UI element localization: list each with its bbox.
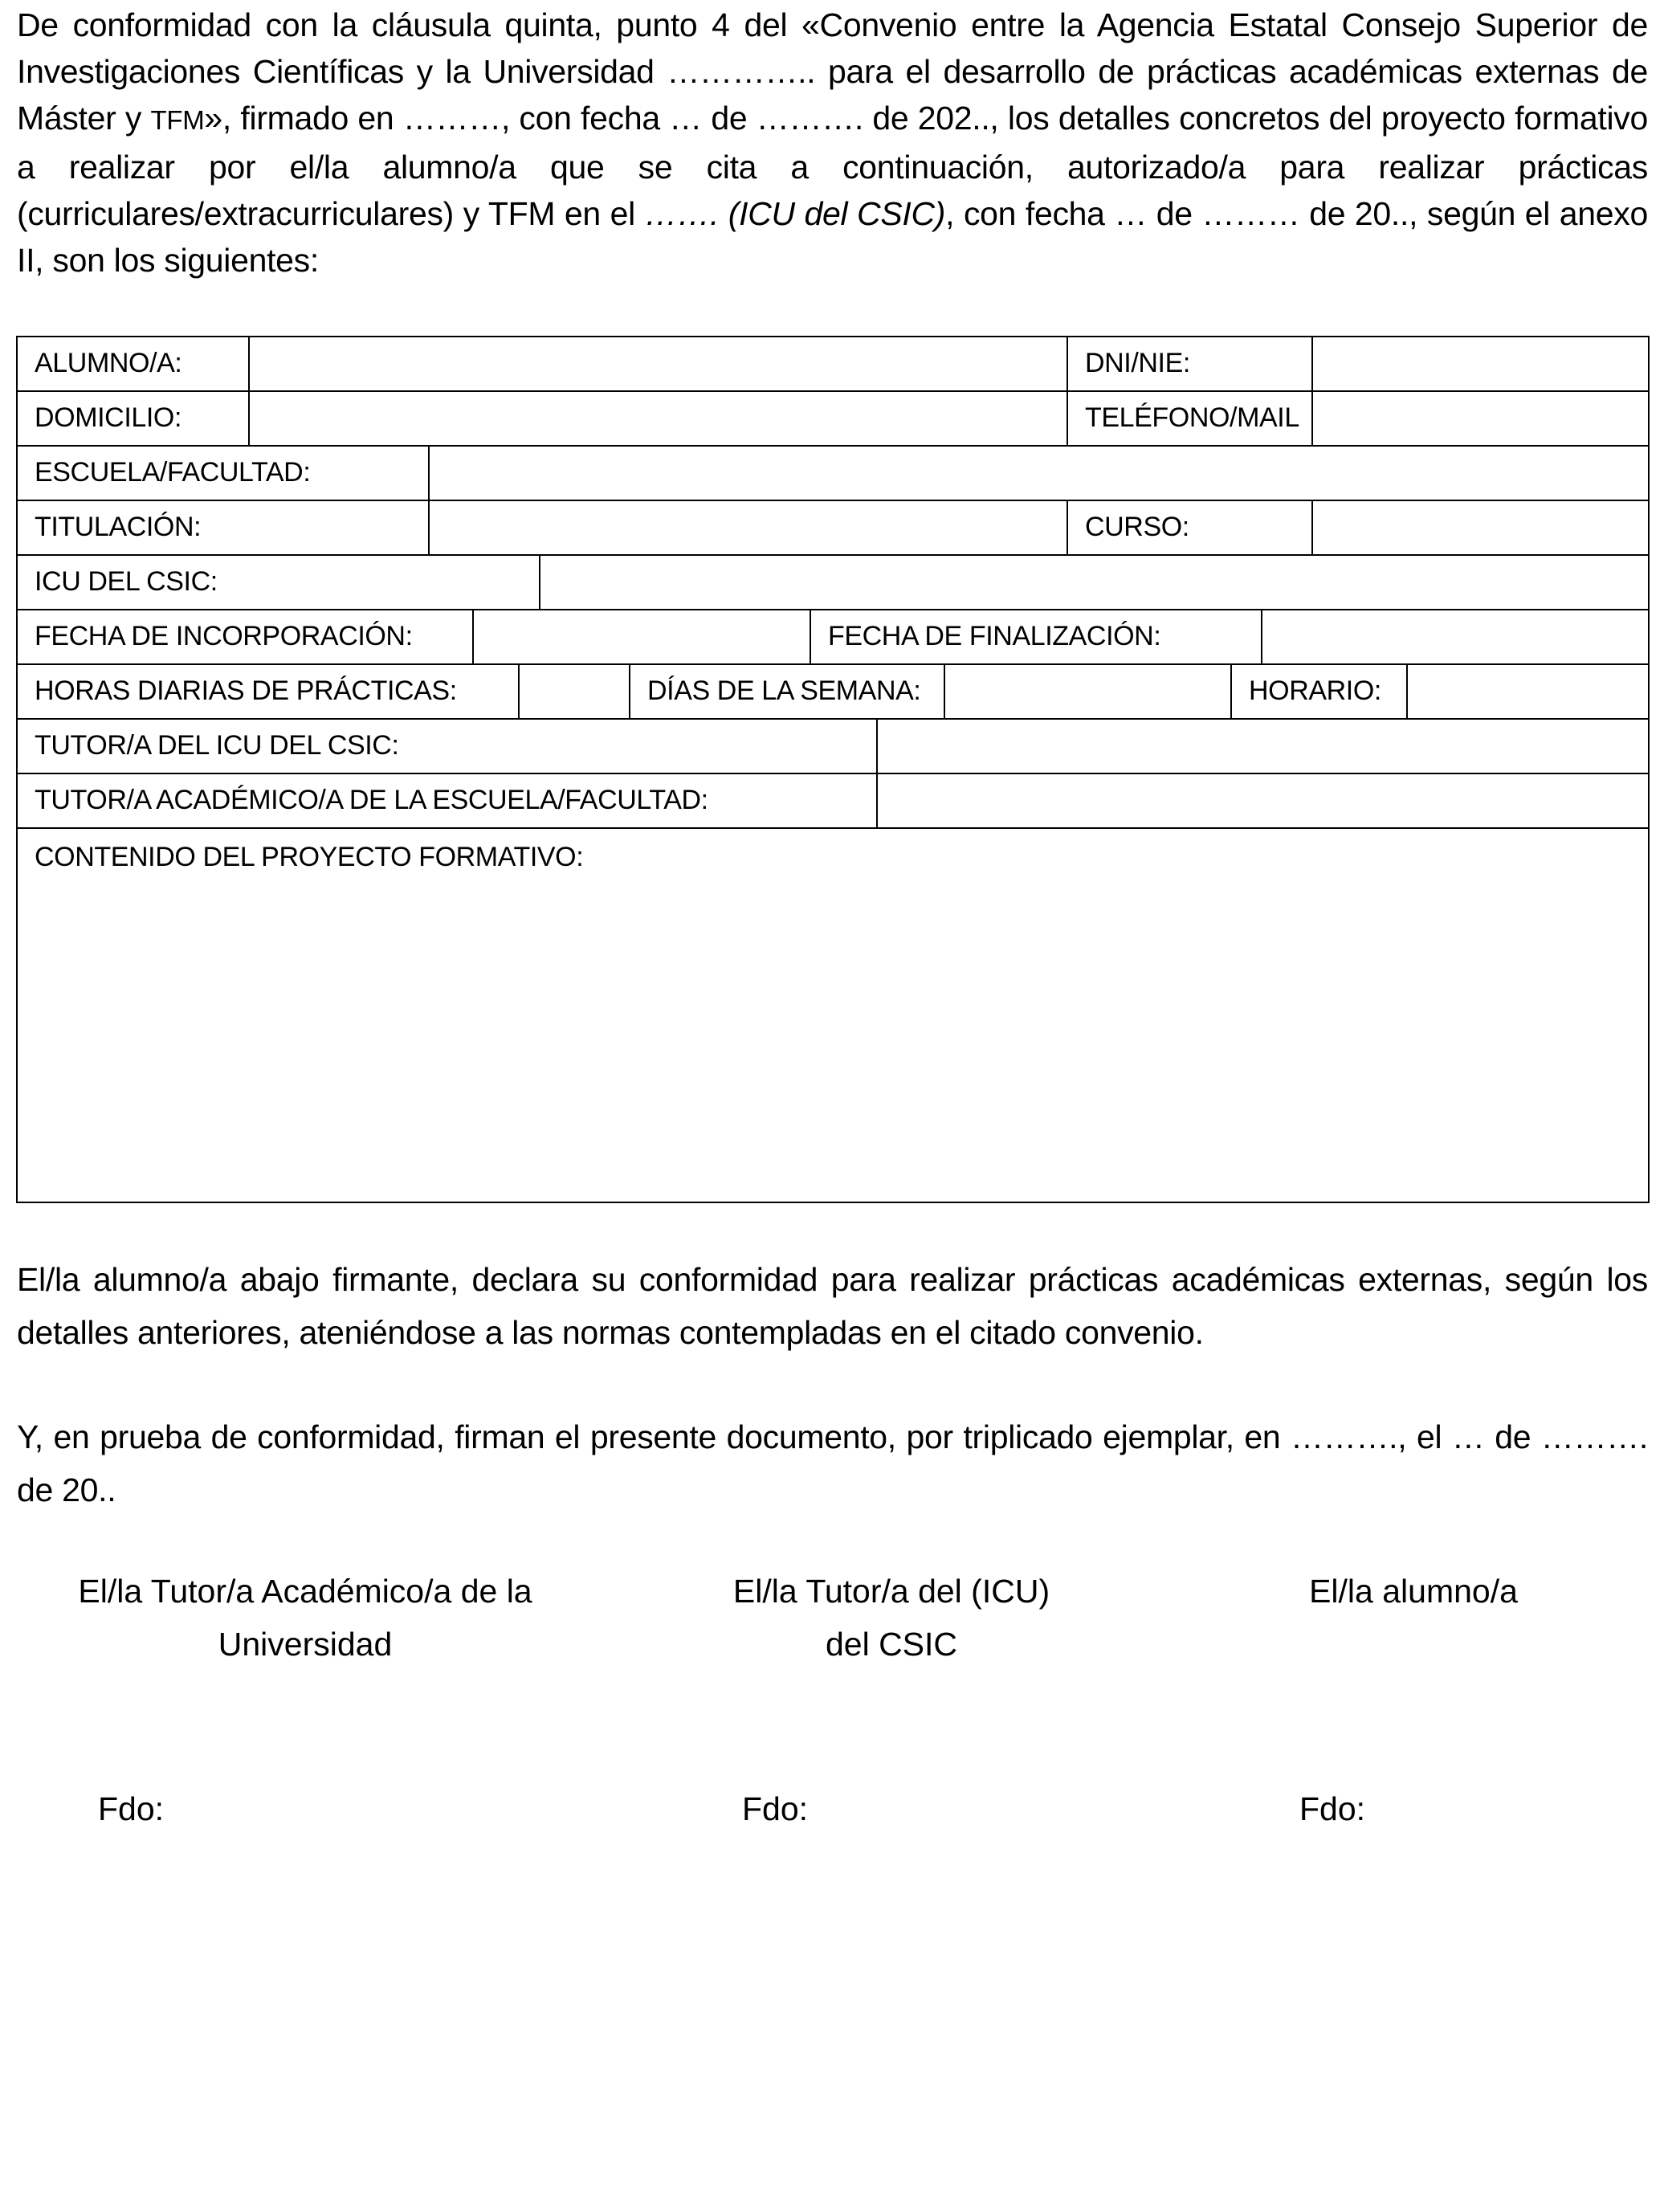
row-icu	[18, 556, 1648, 610]
row-horas	[18, 665, 1648, 720]
field-fecha-incorporacion[interactable]	[472, 610, 810, 663]
field-icu[interactable]	[539, 556, 1648, 609]
field-alumno[interactable]	[248, 337, 1067, 390]
label-domicilio: DOMICILIO:	[35, 402, 182, 433]
label-icu: ICU DEL CSIC:	[35, 566, 218, 597]
intro-paragraph	[17, 2, 1648, 284]
row-tutor-icu	[18, 720, 1648, 774]
row-fechas	[18, 610, 1648, 665]
label-alumno: ALUMNO/A:	[35, 348, 182, 378]
label-tutor-icu: TUTOR/A DEL ICU DEL CSIC:	[35, 730, 399, 761]
signature-academic-tutor	[48, 1565, 562, 1671]
row-domicilio	[18, 392, 1648, 447]
field-tutor-icu[interactable]	[876, 720, 1648, 773]
label-dni: DNI/NIE:	[1067, 337, 1311, 390]
row-alumno	[18, 337, 1648, 392]
signature-icu-line1: El/la Tutor/a del (ICU)	[732, 1573, 1050, 1610]
field-horario[interactable]	[1406, 665, 1648, 718]
label-contenido: CONTENIDO DEL PROYECTO FORMATIVO:	[35, 842, 584, 872]
label-dias: DÍAS DE LA SEMANA:	[629, 665, 944, 718]
signing-paragraph: Y, en prueba de conformidad, firman el presente documento, por triplicado ejemplar, en ………., el … de ………. de 20..	[17, 1418, 1648, 1508]
label-horas: HORAS DIARIAS DE PRÁCTICAS:	[35, 675, 457, 706]
label-horario: HORARIO:	[1230, 665, 1406, 718]
row-titulacion	[18, 501, 1648, 556]
field-contenido[interactable]	[18, 829, 1648, 1202]
label-tutor-academico: TUTOR/A ACADÉMICO/A DE LA ESCUELA/FACULTAD:	[35, 785, 708, 815]
fdo-student[interactable]: Fdo:	[1299, 1790, 1366, 1827]
declaration-paragraph: El/la alumno/a abajo firmante, declara su conformidad para realizar prácticas académicas externas, según los detalles anteriores, ateniéndose a las normas contempladas en el citado convenio.	[17, 1261, 1648, 1351]
intro-text-2: », firmado en ………, con fecha … de ………. de 202.., los detalles concretos del proyecto formativo a realizar por el/la alumno/a que se cita a continuación, autorizado/a para realizar prácticas (curriculares/extracurriculares) y TFM en el	[17, 100, 1648, 232]
signature-icu-line2: del CSIC	[825, 1626, 958, 1663]
intro-text-1: De conformidad con la cláusula quinta, punto 4 del «Convenio entre la Agencia Estatal Consejo Superior de Investigaciones Científicas y la Universidad ………….. para el desarrollo de prácticas académicas externas de Máster y	[17, 6, 1648, 137]
training-project-table	[16, 336, 1650, 1203]
signature-icu-tutor	[683, 1565, 1100, 1671]
label-escuela: ESCUELA/FACULTAD:	[35, 457, 311, 488]
fdo-academic-tutor[interactable]: Fdo:	[98, 1790, 165, 1827]
field-tutor-academico[interactable]	[876, 774, 1648, 827]
field-fecha-finalizacion[interactable]	[1261, 610, 1648, 663]
label-titulacion: TITULACIÓN:	[35, 512, 202, 542]
intro-tfm: TFM	[150, 105, 205, 135]
field-horas[interactable]	[518, 665, 629, 718]
row-escuela	[18, 447, 1648, 501]
signature-academic-line1: El/la Tutor/a Académico/a de la	[78, 1573, 532, 1610]
label-fecha-finalizacion: FECHA DE FINALIZACIÓN:	[810, 610, 1261, 663]
field-curso[interactable]	[1311, 501, 1648, 554]
field-dni[interactable]	[1311, 337, 1648, 390]
label-curso: CURSO:	[1067, 501, 1311, 554]
field-escuela[interactable]	[428, 447, 1648, 500]
signature-student	[1253, 1565, 1574, 1618]
intro-icu: ……. (ICU del CSIC)	[644, 195, 946, 232]
signature-academic-line2: Universidad	[218, 1626, 393, 1663]
row-tutor-academico	[18, 774, 1648, 829]
label-fecha-incorporacion: FECHA DE INCORPORACIÓN:	[35, 621, 413, 651]
intro-text-3: , con fecha … de ……… de 20.., según el anexo II, son los siguientes:	[17, 195, 1649, 279]
field-domicilio[interactable]	[248, 392, 1067, 445]
signature-student-line1: El/la alumno/a	[1309, 1573, 1518, 1610]
field-telefono[interactable]	[1311, 392, 1648, 445]
fdo-icu-tutor[interactable]: Fdo:	[742, 1790, 809, 1827]
field-titulacion[interactable]	[428, 501, 1067, 554]
field-dias[interactable]	[944, 665, 1230, 718]
label-telefono: TELÉFONO/MAIL	[1067, 392, 1311, 445]
